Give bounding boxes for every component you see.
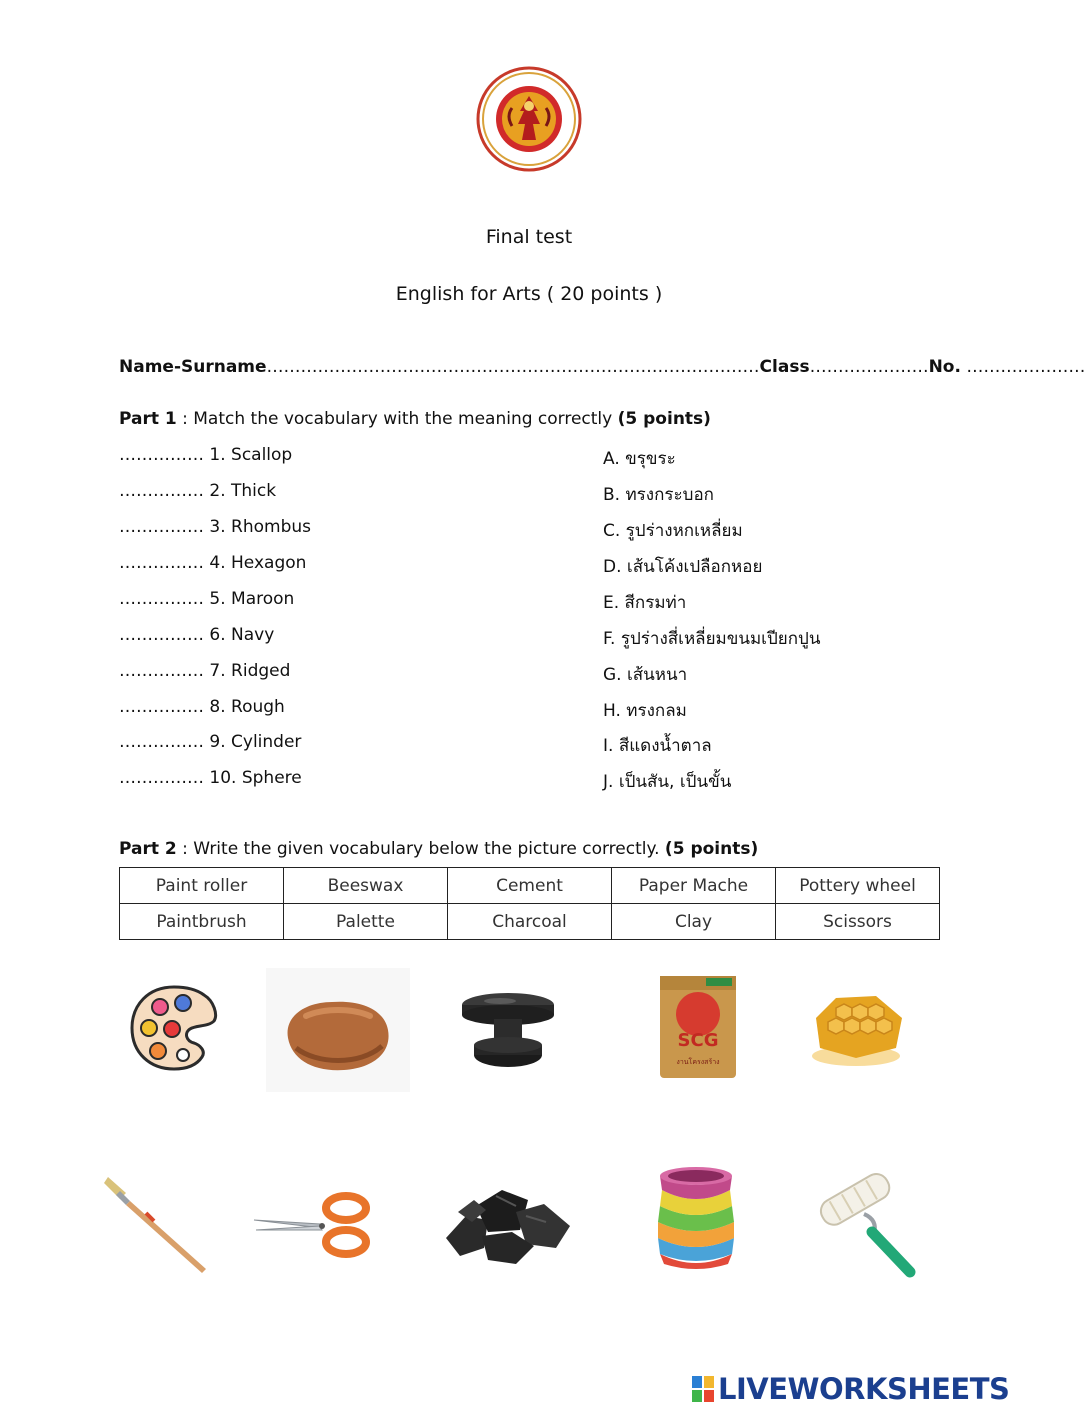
vocab-cell: Cement xyxy=(448,868,612,904)
beeswax-image[interactable] xyxy=(806,978,910,1074)
part1-instruction: : Match the vocabulary with the meaning correctly xyxy=(176,409,618,429)
vocab-cell: Paint roller xyxy=(120,868,284,904)
page-title: Final test xyxy=(485,226,573,248)
pottery-wheel-image[interactable] xyxy=(458,985,558,1075)
paintbrush-image[interactable] xyxy=(102,1171,212,1275)
college-emblem-logo xyxy=(476,66,582,172)
match-item-10[interactable]: …………… 10. Sphere xyxy=(119,768,302,788)
class-label: Class xyxy=(759,357,810,377)
match-item-4[interactable]: …………… 4. Hexagon xyxy=(119,553,307,573)
match-item-7[interactable]: …………… 7. Ridged xyxy=(119,661,291,681)
cement-bag-image[interactable] xyxy=(658,972,738,1082)
part2-label: Part 2 xyxy=(119,839,177,859)
page-subtitle: English for Arts ( 20 points ) xyxy=(395,283,663,305)
vocab-cell: Clay xyxy=(612,904,776,940)
match-item-6[interactable]: …………… 6. Navy xyxy=(119,625,275,645)
meaning-g: G. เส้นหนา xyxy=(603,665,688,685)
liveworksheets-brand[interactable] xyxy=(692,1372,1009,1406)
part2-heading xyxy=(119,839,758,859)
cement-bag-caption: งานโครงสร้าง xyxy=(676,1058,720,1066)
vocab-cell: Scissors xyxy=(776,904,940,940)
palette-image[interactable] xyxy=(128,983,220,1073)
part1-heading xyxy=(119,409,711,429)
match-item-2[interactable]: …………… 2. Thick xyxy=(119,481,277,501)
liveworksheets-logo-icon xyxy=(692,1376,714,1402)
clay-image[interactable] xyxy=(266,968,410,1092)
table-row xyxy=(120,868,940,904)
match-item-1[interactable]: …………… 1. Scallop xyxy=(119,445,293,465)
meaning-f: F. รูปร่างสี่เหลี่ยมขนมเปียกปูน xyxy=(603,629,821,649)
name-label: Name-Surname xyxy=(119,357,267,377)
meaning-e: E. สีกรมท่า xyxy=(603,593,687,613)
meaning-a: A. ขรุขระ xyxy=(603,449,676,469)
part1-label: Part 1 xyxy=(119,409,177,429)
meaning-h: H. ทรงกลม xyxy=(603,701,687,721)
vocab-cell: Beeswax xyxy=(284,868,448,904)
no-input[interactable]: ………………… xyxy=(960,357,1085,377)
meaning-c: C. รูปร่างหกเหลี่ยม xyxy=(603,521,743,541)
vocabulary-table xyxy=(119,867,940,940)
match-item-9[interactable]: …………… 9. Cylinder xyxy=(119,732,302,752)
match-item-3[interactable]: …………… 3. Rhombus xyxy=(119,517,311,537)
name-line xyxy=(119,357,1085,377)
class-input[interactable]: ………………… xyxy=(809,357,929,377)
meaning-j: J. เป็นสัน, เป็นขั้น xyxy=(603,772,732,792)
name-input[interactable]: …………………………………………………………………………… xyxy=(266,357,760,377)
paper-mache-image[interactable] xyxy=(654,1164,738,1270)
part1-points: (5 points) xyxy=(617,409,711,429)
meaning-i: I. สีแดงน้ำตาล xyxy=(603,736,712,756)
match-item-5[interactable]: …………… 5. Maroon xyxy=(119,589,295,609)
vocab-cell: Palette xyxy=(284,904,448,940)
match-item-8[interactable]: …………… 8. Rough xyxy=(119,697,285,717)
table-row xyxy=(120,904,940,940)
no-label: No. xyxy=(928,357,961,377)
part2-instruction: : Write the given vocabulary below the picture correctly. xyxy=(176,839,665,859)
vocab-cell: Pottery wheel xyxy=(776,868,940,904)
part2-points: (5 points) xyxy=(664,839,759,859)
cement-bag-brand: SCG xyxy=(677,1030,719,1051)
vocab-cell: Paintbrush xyxy=(120,904,284,940)
meaning-d: D. เส้นโค้งเปลือกหอย xyxy=(603,557,763,577)
vocab-cell: Charcoal xyxy=(448,904,612,940)
paint-roller-image[interactable] xyxy=(812,1170,922,1278)
scissors-image[interactable] xyxy=(250,1190,374,1260)
charcoal-image[interactable] xyxy=(436,1176,578,1268)
meaning-b: B. ทรงกระบอก xyxy=(603,485,714,505)
brand-text: LIVEWORKSHEETS xyxy=(718,1372,1010,1406)
vocab-cell: Paper Mache xyxy=(612,868,776,904)
